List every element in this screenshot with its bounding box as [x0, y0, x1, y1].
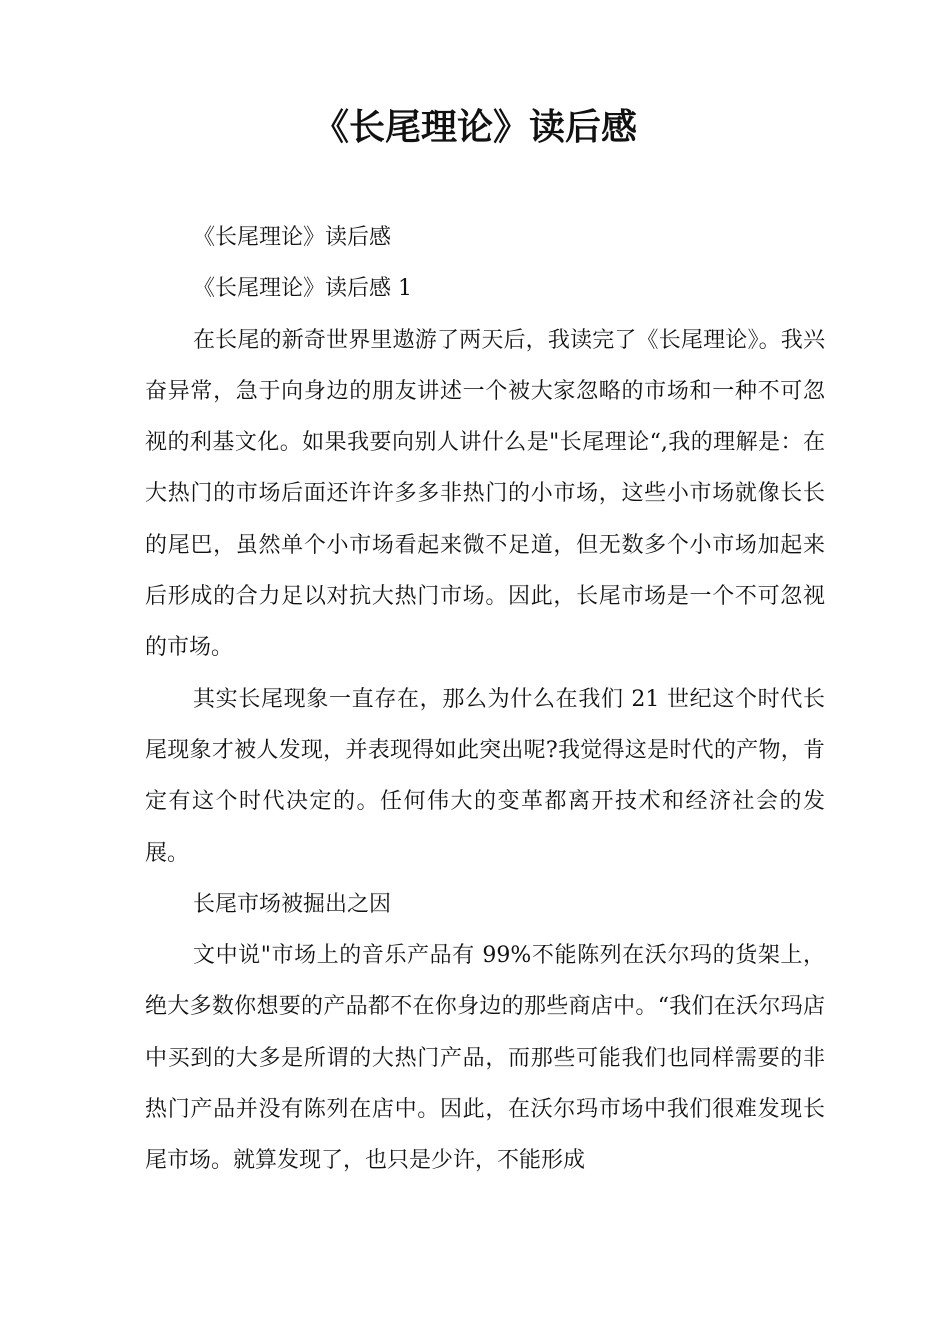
paragraph-era: 其实长尾现象一直存在，那么为什么在我们 21 世纪这个时代长尾现象才被人发现，并表现得如此突出呢?我觉得这是时代的产物，肯定有这个时代决定的。任何伟大的变革都离开技术和经济社会的发展。 [145, 686, 825, 866]
paragraph-subheading: 《长尾理论》读后感 1 [193, 276, 412, 302]
paragraph-heading: 《长尾理论》读后感 [193, 225, 392, 250]
paragraph-section-heading: 长尾市场被掘出之因 [193, 891, 392, 917]
paragraph-walmart: 文中说"市场上的音乐产品有 99%不能陈列在沃尔玛的货架上，绝大多数你想要的产品都不在你身边的那些商店中。“我们在沃尔玛店中买到的大多是所谓的大热门产品，而那些可能我们也同样需要的非热门产品并没有陈列在店中。因此，在沃尔玛市场中我们很难发现长尾市场。就算发现了，也只是少许，不能形成 [145, 943, 825, 1174]
document-title: 《长尾理论》读后感 [312, 107, 637, 148]
paragraph-intro: 在长尾的新奇世界里遨游了两天后，我读完了《长尾理论》。我兴奋异常，急于向身边的朋友讲述一个被大家忽略的市场和一种不可忽视的利基文化。如果我要向别人讲什么是"长尾理论“,我的理解是：在大热门的市场后面还许许多多非热门的小市场，这些小市场就像长长的尾巴，虽然单个小市场看起来微不足道，但无数多个小市场加起来后形成的合力足以对抗大热门市场。因此，长尾市场是一个不可忽视的市场。 [145, 327, 825, 661]
document-body [145, 212, 825, 1187]
